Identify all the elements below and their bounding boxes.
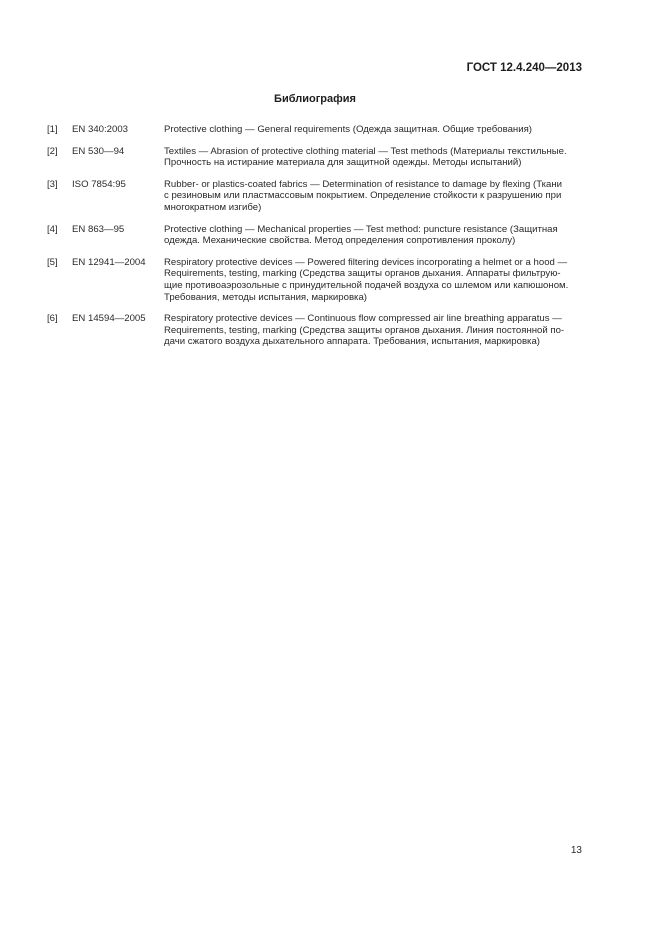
entry-description <box>164 146 587 169</box>
bibliography-entry <box>47 146 587 169</box>
description-line: с резиновым или пластмассовым покрытием. Определение стойкости к разрушению при <box>164 190 562 202</box>
description-line: одежда. Механические свойства. Метод определения сопротивления проколу) <box>164 235 516 247</box>
bibliography-entry <box>47 257 587 303</box>
entry-number: [5] <box>47 256 58 268</box>
description-line: многократном изгибе) <box>164 201 262 213</box>
entry-number: [2] <box>47 145 58 157</box>
standard-code: ISO 7854:95 <box>72 178 126 190</box>
standard-code: EN 12941—2004 <box>72 256 146 268</box>
bibliography-entry <box>47 313 587 348</box>
description-line: Textiles — Abrasion of protective clothing material — Test methods (Материалы текстильные. <box>164 145 567 157</box>
entry-description <box>164 313 587 348</box>
bibliography-list <box>47 124 587 358</box>
description-line: Protective clothing — General requirements (Одежда защитная. Общие требования) <box>164 124 532 135</box>
description-line: Requirements, testing, marking (Средства защиты органов дыхания. Линия постоянной по- <box>164 324 565 336</box>
entry-number: [3] <box>47 178 58 190</box>
bibliography-entry <box>47 224 587 247</box>
entry-description <box>164 179 587 214</box>
description-line: Respiratory protective devices — Continuous flow compressed air line breathing apparatus — <box>164 313 562 325</box>
bibliography-entry <box>47 124 587 136</box>
document-id-header: ГОСТ 12.4.240—2013 <box>466 62 582 74</box>
description-line: Respiratory protective devices — Powered filtering devices incorporating a helmet or a hood — <box>164 256 568 268</box>
description-line: щие противоаэрозольные с принудительной подачей воздуха со шлемом или капюшоном. <box>164 279 569 291</box>
standard-code: EN 530—94 <box>72 145 125 157</box>
entry-number: [4] <box>47 223 58 235</box>
description-line: Требования, методы испытания, маркировка) <box>164 291 367 303</box>
entry-description <box>164 124 587 136</box>
description-line: дачи сжатого воздуха дыхательного аппарата. Требования, испытания, маркировка) <box>164 336 540 348</box>
bibliography-entry <box>47 179 587 214</box>
standard-code: EN 340:2003 <box>72 124 129 135</box>
description-line: Protective clothing — Mechanical properties — Test method: puncture resistance (Защитная <box>164 223 558 235</box>
standard-code: EN 863—95 <box>72 223 125 235</box>
description-line: Requirements, testing, marking (Средства защиты органов дыхания. Аппараты фильтрую- <box>164 268 561 280</box>
page-number: 13 <box>570 845 582 856</box>
description-line: Rubber- or plastics-coated fabrics — Determination of resistance to damage by flexing (Ткани <box>164 178 563 190</box>
standard-code: EN 14594—2005 <box>72 313 146 325</box>
entry-number: [6] <box>47 313 58 325</box>
entry-description <box>164 257 587 303</box>
entry-description <box>164 224 587 247</box>
entry-number: [1] <box>47 124 58 135</box>
page-title: Библиография <box>274 93 356 105</box>
description-line: Прочность на истирание материала для защитной одежды. Методы испытаний) <box>164 157 522 169</box>
